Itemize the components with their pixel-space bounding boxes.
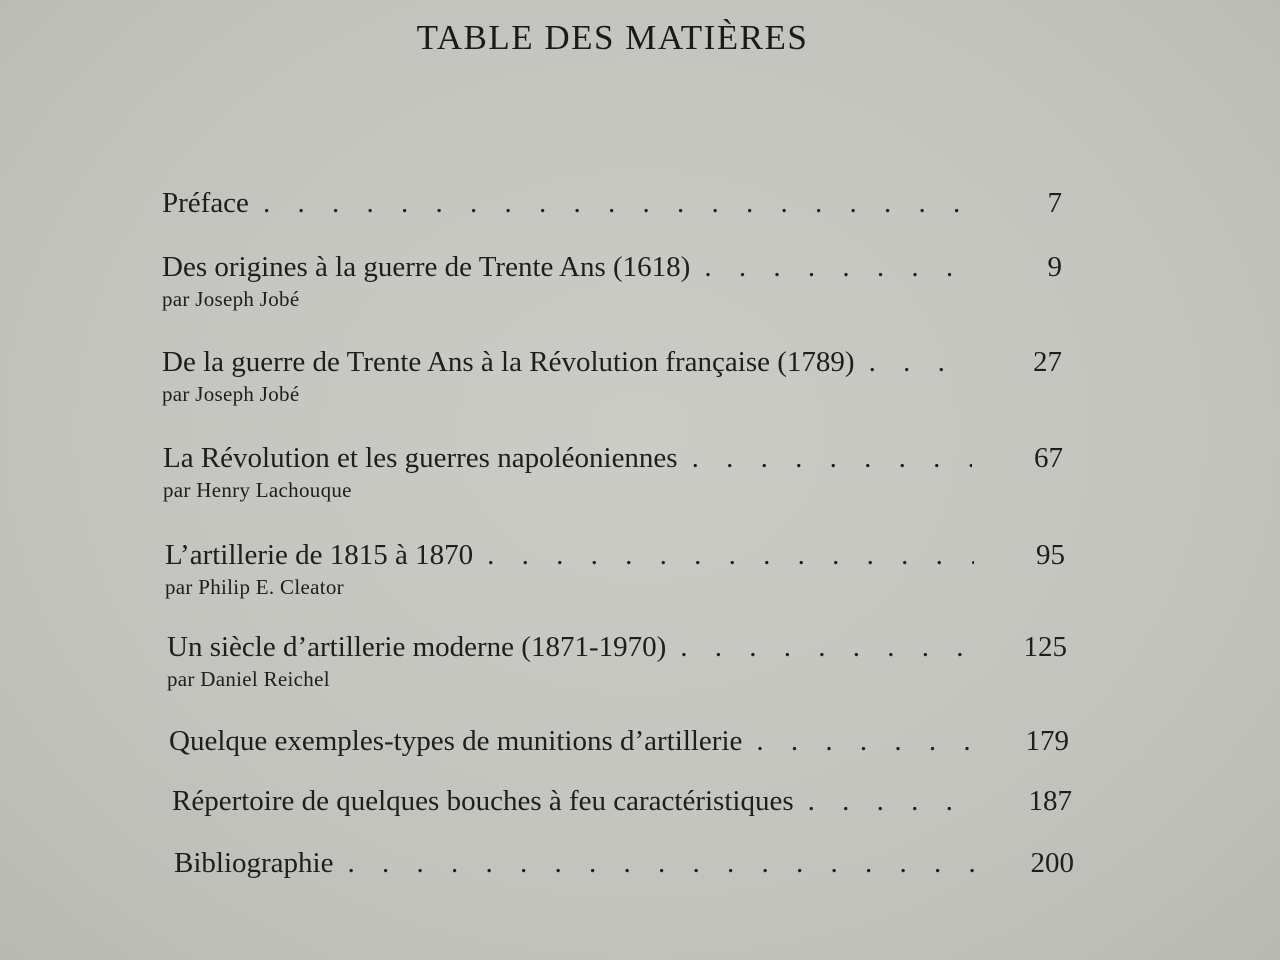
- toc-entry-author: par Henry Lachouque: [163, 478, 352, 502]
- dot-leader: [808, 784, 981, 818]
- dot-leader: [263, 186, 971, 220]
- toc-entry-title: Répertoire de quelques bouches à feu caractéristiques: [172, 785, 794, 817]
- toc-entry-title: De la guerre de Trente Ans à la Révolution française (1789): [162, 346, 855, 378]
- toc-entry-title: Quelque exemples-types de munitions d’artillerie: [169, 725, 743, 757]
- toc-entry-author: par Joseph Jobé: [162, 287, 300, 311]
- dot-leader: [487, 538, 974, 572]
- toc-entry-repertoire[interactable]: [172, 784, 1072, 818]
- toc-entry-origines[interactable]: [162, 250, 1062, 312]
- toc-entry-bibliographie[interactable]: [174, 846, 1074, 880]
- dot-leader: [704, 250, 971, 284]
- toc-page-number: 7: [1047, 187, 1062, 219]
- toc-entry-title: La Révolution et les guerres napoléoniennes: [163, 442, 678, 474]
- toc-entry-preface[interactable]: [162, 186, 1062, 220]
- toc-page-number: 179: [1025, 725, 1069, 757]
- dot-leader: [692, 441, 972, 475]
- toc-page-number: 200: [1030, 847, 1074, 879]
- toc-entry-title: Bibliographie: [174, 847, 334, 879]
- toc-entry-trente-ans[interactable]: [162, 345, 1062, 407]
- toc-entry-1815[interactable]: [165, 538, 1065, 600]
- toc-entry-author: par Philip E. Cleator: [165, 575, 344, 599]
- toc-entry-siecle[interactable]: [167, 630, 1067, 692]
- toc-entry-title: Préface: [162, 187, 249, 219]
- toc-entry-title: Des origines à la guerre de Trente Ans (1618): [162, 251, 691, 283]
- toc-entry-title: Un siècle d’artillerie moderne (1871-1970): [167, 631, 667, 663]
- toc-entry-title: L’artillerie de 1815 à 1870: [165, 539, 474, 571]
- toc-page-number: 67: [1034, 442, 1063, 474]
- dot-leader: [756, 724, 978, 758]
- toc-entry-author: par Joseph Jobé: [162, 382, 300, 406]
- dot-leader: [680, 630, 976, 664]
- toc-page-number: 27: [1033, 346, 1062, 378]
- toc-page-number: 125: [1023, 631, 1067, 663]
- dot-leader: [347, 846, 983, 880]
- toc-entry-author: par Daniel Reichel: [167, 667, 330, 691]
- toc-entry-munitions[interactable]: [169, 724, 1069, 758]
- toc-page-number: 95: [1036, 539, 1065, 571]
- toc-page-number: 187: [1028, 785, 1072, 817]
- toc-page-number: 9: [1047, 251, 1062, 283]
- page-title: TABLE DES MATIÈRES: [416, 18, 809, 57]
- dot-leader: [869, 345, 971, 379]
- toc-entry-revolution[interactable]: [163, 441, 1063, 503]
